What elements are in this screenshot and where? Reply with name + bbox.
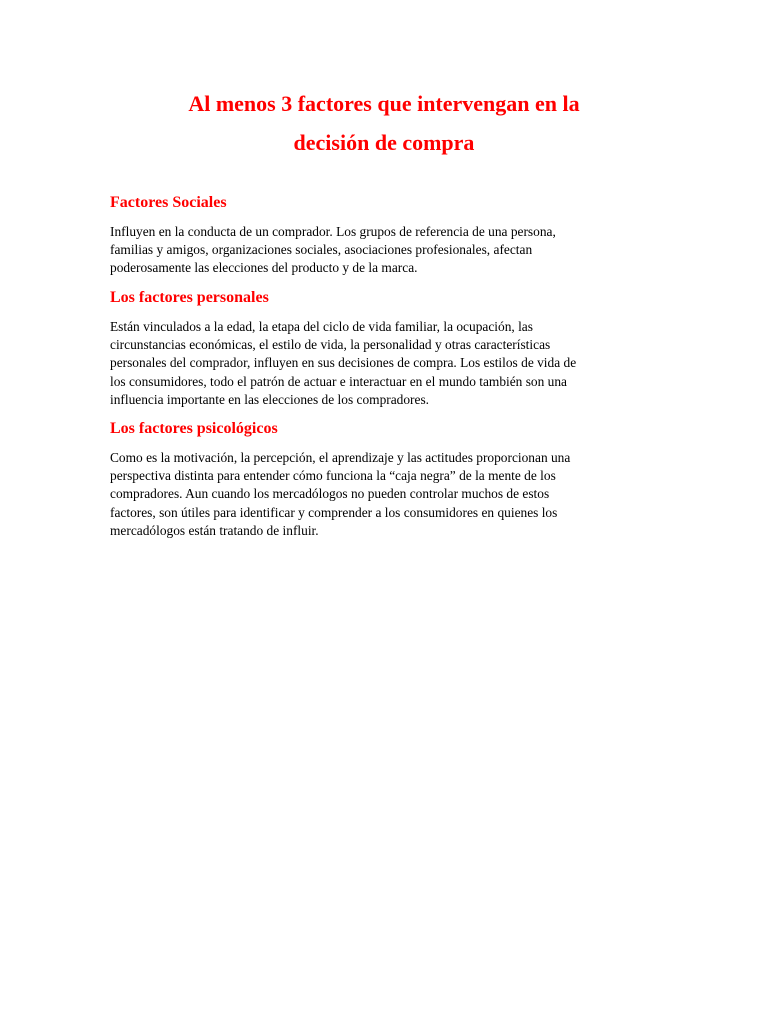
paragraph-line: poderosamente las elecciones del producto y de la marca. [110,260,418,276]
paragraph-line: familias y amigos, organizaciones sociales, asociaciones profesionales, afectan [110,242,533,258]
paragraph-line: mercadólogos están tratando de influir. [110,522,319,538]
title-line-1: Al menos 3 factores que intervengan en la [188,91,580,116]
paragraph-line: perspectiva distinta para entender cómo funciona la “caja negra” de la mente de los [110,468,556,484]
section-paragraph-psicologicos [110,449,670,540]
paragraph-line: Como es la motivación, la percepción, el aprendizaje y las actitudes proporcionan una [110,450,571,465]
section-paragraph-sociales [110,223,670,278]
paragraph-line: factores, son útiles para identificar y comprender a los consumidores en quienes los [110,504,558,520]
paragraph-line: circunstancias económicas, el estilo de vida, la personalidad y otras características [110,337,551,353]
paragraph-line: compradores. Aun cuando los mercadólogos no pueden controlar muchos de estos [110,486,550,502]
section-heading-personales: Los factores personales [110,289,269,306]
section-heading-sociales: Factores Sociales [110,194,227,211]
paragraph-line: Están vinculados a la edad, la etapa del ciclo de vida familiar, la ocupación, las [110,319,533,334]
document-title [100,84,668,162]
paragraph-line: los consumidores, todo el patrón de actuar e interactuar en el mundo también son una [110,373,568,389]
paragraph-line: personales del comprador, influyen en sus decisiones de compra. Los estilos de vida de [110,355,577,371]
title-line-2: decisión de compra [293,130,475,155]
paragraph-line: influencia importante en las elecciones de los compradores. [110,391,430,407]
section-paragraph-personales [110,318,670,409]
paragraph-line: Influyen en la conducta de un comprador. Los grupos de referencia de una persona, [110,224,556,239]
section-heading-psicologicos: Los factores psicológicos [110,420,278,437]
